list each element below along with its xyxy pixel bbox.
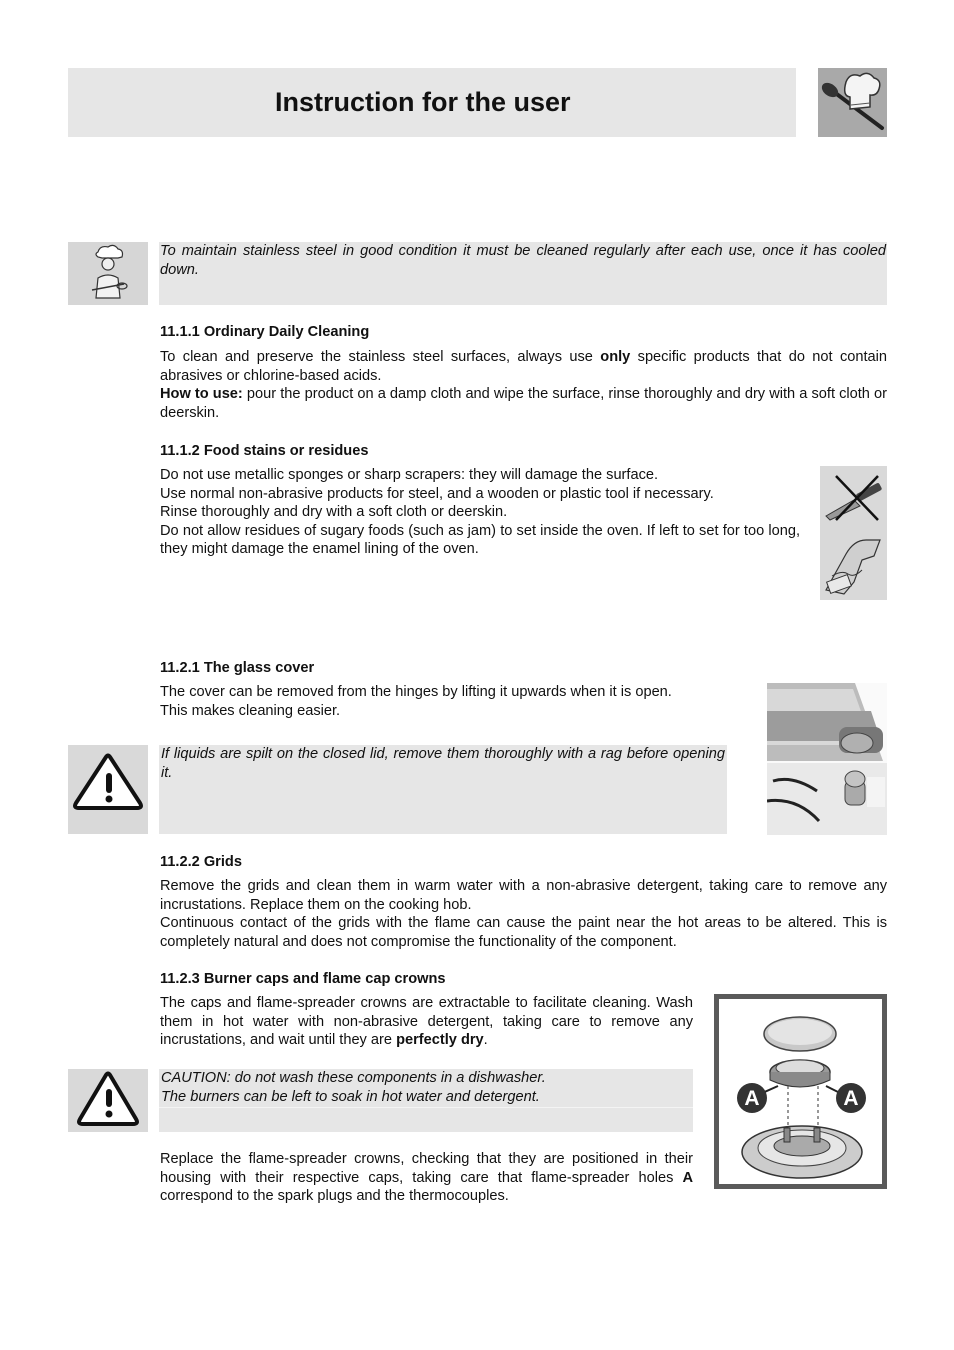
text-run: To clean and preserve the stainless steel surfaces, always use bbox=[160, 349, 601, 365]
line-4: Do not allow residues of sugary foods (such as jam) to set inside the oven. If left to set for too long, they might damage the enamel lining of the oven. bbox=[160, 522, 800, 558]
warning-note-text: If liquids are spilt on the closed lid, remove them thoroughly with a rag before opening it. bbox=[161, 746, 725, 781]
paragraph-burner-caps bbox=[160, 994, 693, 1050]
heading-11-1-1: 11.1.1 Ordinary Daily Cleaning bbox=[160, 324, 370, 340]
burner-assembly-diagram bbox=[714, 994, 887, 1189]
caution-line-1: CAUTION: do not wash these components in a dishwasher. bbox=[161, 1070, 546, 1086]
paragraph-products bbox=[160, 348, 887, 385]
divider bbox=[159, 1107, 693, 1108]
warning-icon-box bbox=[68, 1069, 148, 1132]
paragraph-replace-crowns bbox=[160, 1150, 693, 1206]
caution-note-dishwasher bbox=[159, 1069, 693, 1132]
bold-run: A bbox=[682, 1169, 693, 1186]
chef-icon bbox=[68, 242, 148, 305]
heading-11-2-1: 11.2.1 The glass cover bbox=[160, 660, 315, 676]
text-run: Replace the flame-spreader crowns, checking that they are positioned in their housing with their respective caps, taking care that flame-spreader holes bbox=[160, 1151, 693, 1186]
label-a-left: A bbox=[744, 1087, 760, 1110]
bold-run: How to use: bbox=[160, 386, 243, 403]
warning-icon bbox=[68, 1069, 148, 1132]
text-run: The caps and flame-spreader crowns are extractable to facilitate cleaning. Wash them in hot water with non-abrasive detergent, taking care to remove any incrustations, and wait until they are bbox=[160, 995, 693, 1049]
intro-note-text: To maintain stainless steel in good condition it must be cleaned regularly after each use, once it has cooled down. bbox=[160, 243, 886, 278]
bold-run: perfectly dry bbox=[396, 1032, 484, 1049]
no-scraper-use-sponge-icon bbox=[820, 466, 887, 600]
line-1: The cover can be removed from the hinges by lifting it upwards when it is open. bbox=[160, 684, 672, 700]
intro-note bbox=[159, 242, 887, 305]
heading-11-2-2: 11.2.2 Grids bbox=[160, 854, 242, 870]
chef-icon-box bbox=[68, 242, 148, 305]
text-run: specific products that do not contain abrasives or chlorine-based acids. bbox=[160, 349, 887, 384]
paragraph-how-to-use bbox=[160, 385, 887, 422]
label-a-right: A bbox=[843, 1087, 859, 1110]
section-11-1-2-body bbox=[160, 466, 800, 559]
section-11-2-2-body bbox=[160, 877, 887, 951]
heading-11-1-2: 11.1.2 Food stains or residues bbox=[160, 443, 369, 459]
glass-cover-hinge-photo bbox=[767, 683, 887, 835]
text-run: . bbox=[483, 1032, 488, 1049]
line-2: This makes cleaning easier. bbox=[160, 702, 341, 719]
text-run: correspond to the spark plugs and the thermocouples. bbox=[160, 1188, 509, 1205]
paragraph-grids-1: Remove the grids and clean them in warm water with a non-abrasive detergent, taking care to remove any incrustations. Replace them on the cooking hob. bbox=[160, 878, 887, 913]
warning-icon bbox=[68, 745, 148, 834]
paragraph-replace-crowns-text bbox=[160, 1150, 693, 1206]
bold-run: only bbox=[600, 349, 631, 365]
text-run: pour the product on a damp cloth and wipe the surface, rinse thoroughly and dry with a soft cloth or deerskin. bbox=[160, 386, 887, 421]
paragraph-burner-caps-text bbox=[160, 994, 693, 1050]
section-11-1-1-body bbox=[160, 348, 887, 422]
paragraph-grids-2: Continuous contact of the grids with the flame can cause the paint near the hot areas to be altered. This is completely natural and does not compromise the functionality of the component. bbox=[160, 915, 887, 950]
heading-11-2-3: 11.2.3 Burner caps and flame cap crowns bbox=[160, 971, 446, 987]
warning-icon-box bbox=[68, 745, 148, 834]
page-title: Instruction for the user bbox=[275, 87, 571, 117]
chef-hat-spoon-icon bbox=[818, 68, 887, 137]
warning-note-glass-cover bbox=[159, 745, 727, 834]
line-3: Rinse thoroughly and dry with a soft cloth or deerskin. bbox=[160, 504, 508, 521]
line-1: Do not use metallic sponges or sharp scrapers: they will damage the surface. bbox=[160, 467, 659, 483]
section-11-2-1-body bbox=[160, 683, 740, 720]
line-2: Use normal non-abrasive products for steel, and a wooden or plastic tool if necessary. bbox=[160, 485, 714, 502]
caution-line-2: The burners can be left to soak in hot water and detergent. bbox=[161, 1088, 540, 1105]
